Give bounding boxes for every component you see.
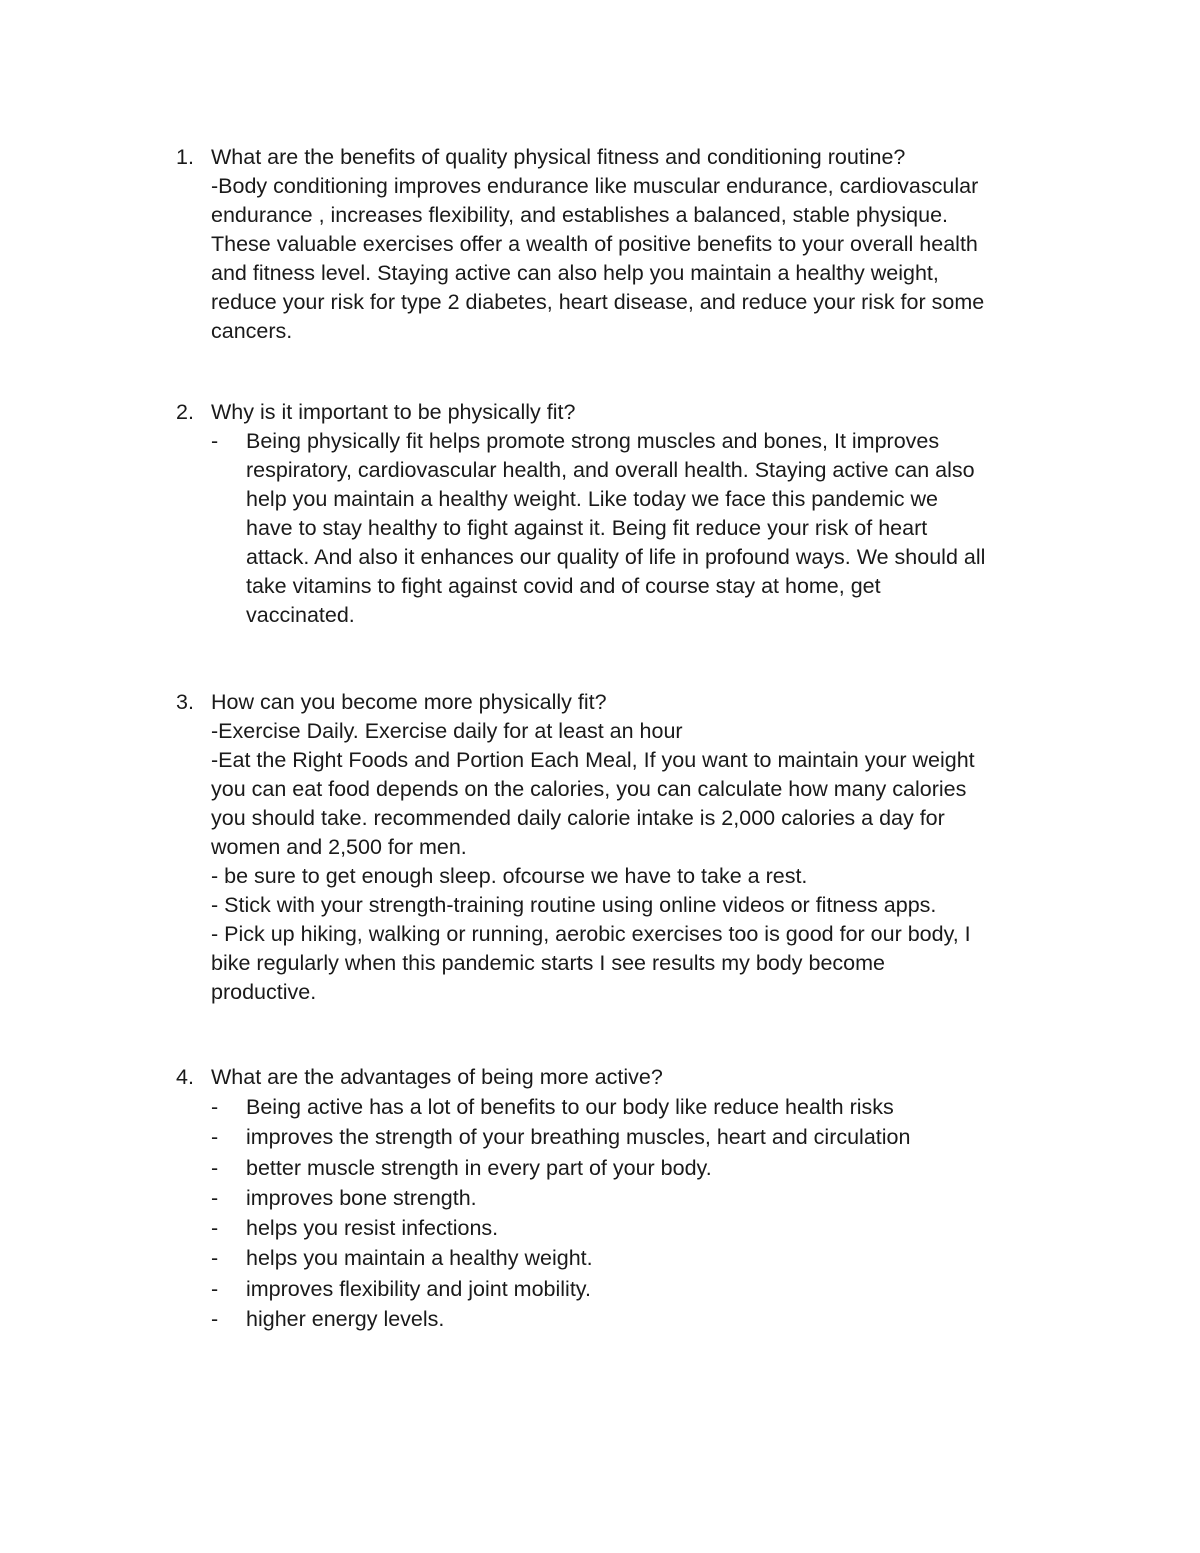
answer-line: attack. And also it enhances our quality of life in profound ways. We should all — [246, 545, 986, 569]
answer-line: have to stay healthy to fight against it. Being fit reduce your risk of heart — [246, 516, 928, 540]
dash-bullet: - — [211, 1276, 219, 1301]
answer-line: productive. — [211, 980, 317, 1004]
answer-line: cancers. — [211, 319, 293, 343]
answer-line: - Stick with your strength-training routine using online videos or fitness apps. — [211, 893, 937, 917]
list-item — [211, 1213, 1081, 1243]
bullet-text: better muscle strength in every part of your body. — [246, 1155, 712, 1180]
answer-line: These valuable exercises offer a wealth of positive benefits to your overall health — [211, 232, 978, 256]
answer-line: you should take. recommended daily calorie intake is 2,000 calories a day for — [211, 806, 945, 830]
dash-bullet: - — [211, 1307, 219, 1332]
question-body — [211, 688, 1081, 1007]
dash-bullet: - — [211, 1125, 219, 1150]
answer-line: bike regularly when this pandemic starts I see results my body become — [211, 951, 885, 975]
answer-line: - be sure to get enough sleep. ofcourse we have to take a rest. — [211, 864, 808, 888]
bullet-text: helps you maintain a healthy weight. — [246, 1246, 593, 1271]
question-title: How can you become more physically fit? — [211, 690, 607, 714]
answer-line: Being physically fit helps promote strong muscles and bones, It improves — [246, 429, 940, 453]
answer-block — [211, 427, 1081, 630]
dash-bullet: - — [211, 1246, 219, 1271]
dash-bullet: - — [211, 1216, 219, 1241]
question-body — [211, 1063, 1081, 1334]
bullet-text: improves flexibility and joint mobility. — [246, 1276, 591, 1301]
dash-bullet: - — [211, 1155, 219, 1180]
bullet-text: improves the strength of your breathing muscles, heart and circulation — [246, 1125, 911, 1150]
bullet-text: higher energy levels. — [246, 1307, 445, 1332]
dash-bullet: - — [211, 429, 219, 453]
answer-line: help you maintain a healthy weight. Like today we face this pandemic we — [246, 487, 938, 511]
dash-bullet: - — [211, 1095, 219, 1119]
answer-line: - Pick up hiking, walking or running, aerobic exercises too is good for our body, I — [211, 922, 971, 946]
list-item — [211, 1092, 1081, 1122]
question-title: Why is it important to be physically fit? — [211, 400, 576, 424]
answer-line: -Eat the Right Foods and Portion Each Meal, If you want to maintain your weight — [211, 748, 975, 772]
list-item — [211, 1153, 1081, 1183]
answer-line: and fitness level. Staying active can also help you maintain a healthy weight, — [211, 261, 939, 285]
answer-line: endurance , increases flexibility, and establishes a balanced, stable physique. — [211, 203, 949, 227]
question-title: What are the benefits of quality physical fitness and conditioning routine? — [211, 145, 906, 169]
question-number: 3. — [176, 690, 194, 714]
bullet-text: helps you resist infections. — [246, 1216, 499, 1241]
bullet-text: improves bone strength. — [246, 1185, 477, 1210]
question-body — [211, 398, 1081, 630]
bullet-text: Being active has a lot of benefits to our body like reduce health risks — [246, 1095, 894, 1119]
list-item — [211, 1274, 1081, 1304]
answer-line: you can eat food depends on the calories, you can calculate how many calories — [211, 777, 967, 801]
list-item — [211, 1243, 1081, 1273]
answer-line: take vitamins to fight against covid and of course stay at home, get — [246, 574, 881, 598]
answer-line: reduce your risk for type 2 diabetes, heart disease, and reduce your risk for some — [211, 290, 985, 314]
list-item — [211, 1183, 1081, 1213]
answer-line: respiratory, cardiovascular health, and overall health. Staying active can also — [246, 458, 975, 482]
question-body — [211, 143, 1081, 346]
question-title: What are the advantages of being more active? — [211, 1065, 663, 1089]
question-number: 4. — [176, 1065, 194, 1089]
question-number: 1. — [176, 145, 194, 169]
answer-line: vaccinated. — [246, 603, 355, 627]
dash-bullet: - — [211, 1185, 219, 1210]
answer-text — [246, 427, 1081, 630]
answer-line: -Exercise Daily. Exercise daily for at least an hour — [211, 719, 683, 743]
list-item — [211, 1304, 1081, 1334]
answer-line: -Body conditioning improves endurance like muscular endurance, cardiovascular — [211, 174, 979, 198]
answer-line: women and 2,500 for men. — [211, 835, 467, 859]
list-item — [211, 1122, 1081, 1152]
question-number: 2. — [176, 400, 194, 424]
